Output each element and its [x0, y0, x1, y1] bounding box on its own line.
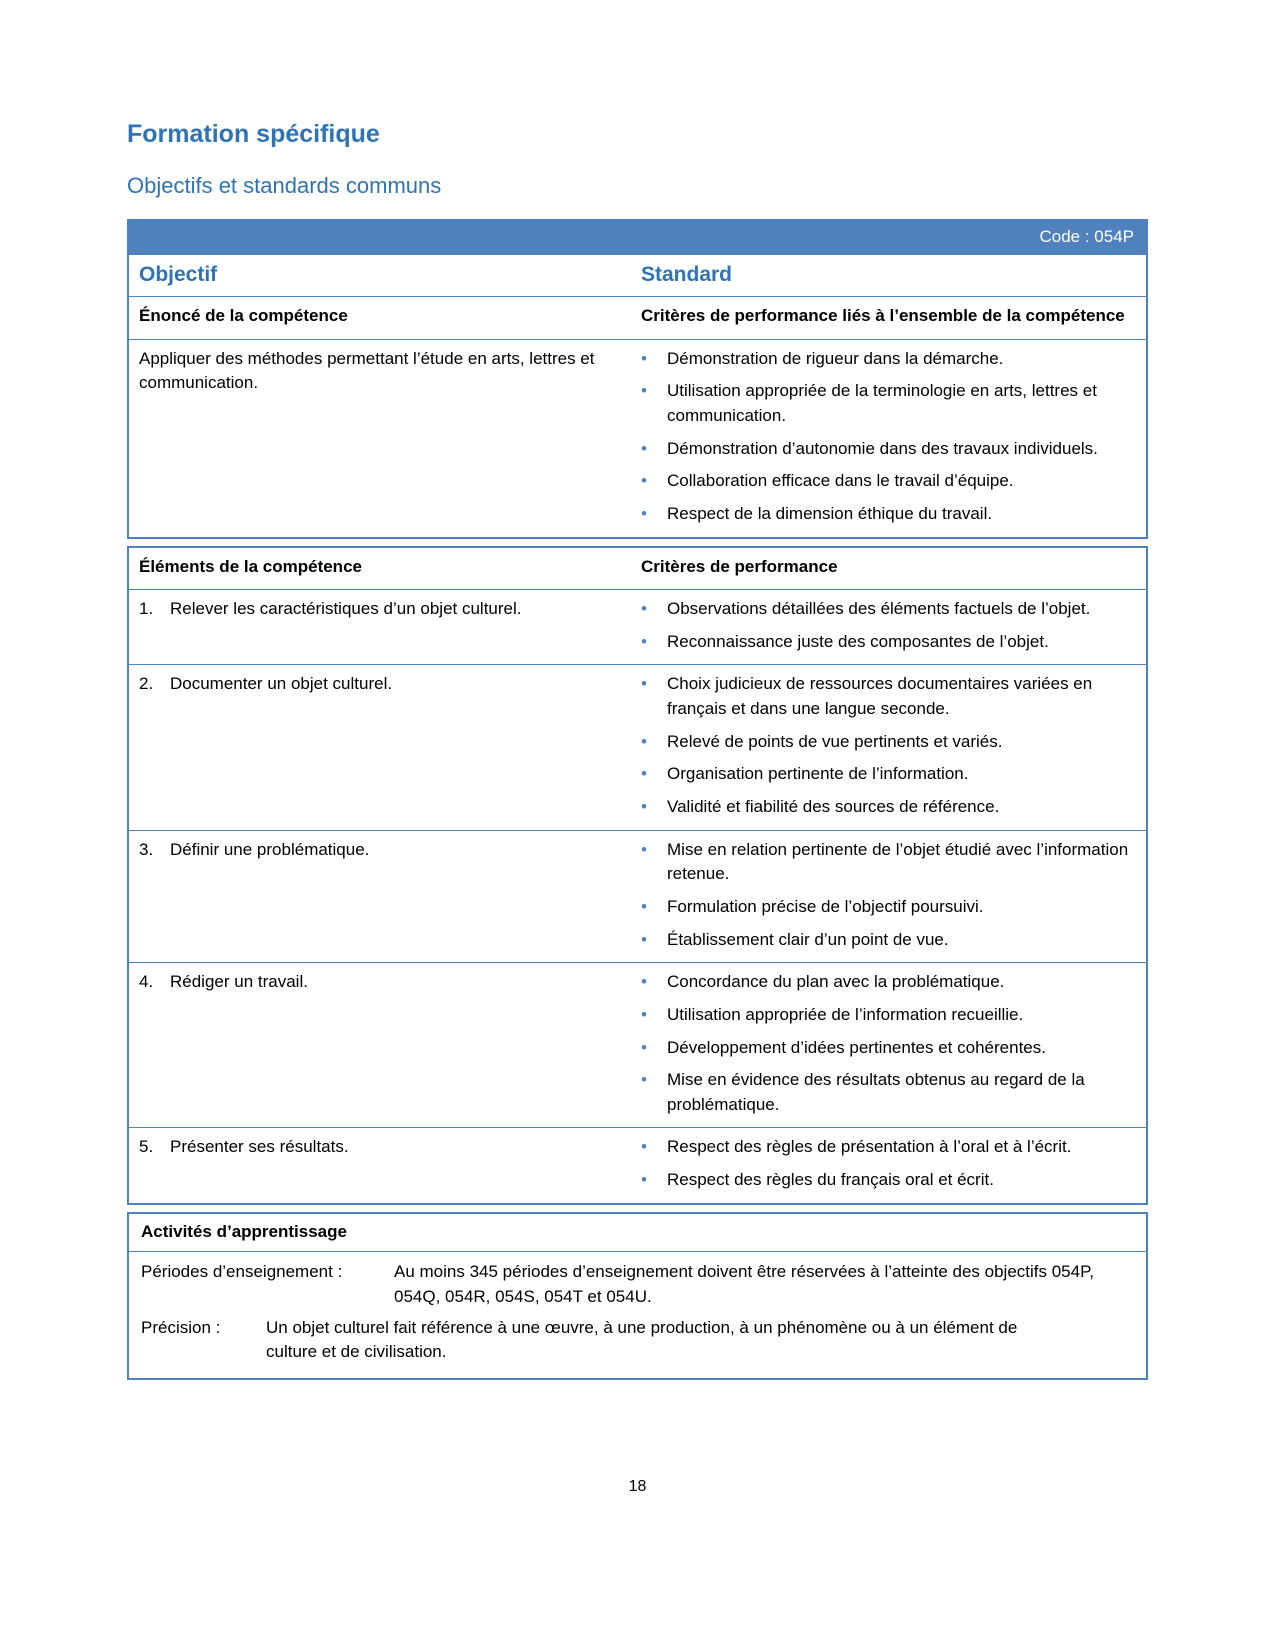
criteres-ensemble-header: Critères de performance liés à l’ensemble de la compétence	[641, 306, 1125, 326]
column-header-objectif-cell	[129, 255, 633, 296]
bullet-icon: •	[641, 839, 647, 859]
bullet-icon: •	[641, 929, 647, 949]
bullet-item	[641, 1068, 1134, 1117]
element-cell	[129, 963, 633, 1005]
precision-label: Précision :	[141, 1317, 221, 1337]
element-criteria-cell	[633, 831, 1146, 963]
criteria-bullet-list	[641, 838, 1134, 953]
bullet-item	[641, 469, 1134, 494]
enonce-criteria-cell	[633, 340, 1146, 537]
bullet-icon: •	[641, 438, 647, 458]
page-subtitle: Objectifs et standards communs	[127, 173, 442, 198]
enonce-content-row	[129, 339, 1146, 537]
bullet-icon: •	[641, 381, 647, 401]
bullet-text: Mise en évidence des résultats obtenus au regard de la problématique.	[667, 1070, 1085, 1114]
bullet-icon: •	[641, 731, 647, 751]
element-text: Documenter un objet culturel.	[170, 674, 393, 694]
bullet-text: Relevé de points de vue pertinents et variés.	[667, 731, 1003, 751]
bullet-text: Respect des règles du français oral et écrit.	[667, 1170, 994, 1190]
criteria-bullet-list	[641, 597, 1134, 654]
bullet-text: Mise en relation pertinente de l’objet étudié avec l’information retenue.	[667, 839, 1129, 884]
bullet-text: Reconnaissance juste des composantes de l’objet.	[667, 631, 1049, 651]
page-number: 18	[628, 1478, 647, 1495]
bullet-item	[641, 1003, 1134, 1028]
element-cell	[129, 1128, 633, 1170]
bullet-item	[641, 895, 1134, 920]
elements-header: Éléments de la compétence	[139, 556, 362, 576]
bullet-icon: •	[641, 972, 647, 992]
activites-table	[127, 1212, 1148, 1380]
bullet-item	[641, 795, 1134, 820]
bullet-item	[641, 630, 1134, 655]
element-row	[129, 962, 1146, 1127]
bullet-icon: •	[641, 1037, 647, 1057]
bullet-item	[641, 762, 1134, 787]
bullet-item	[641, 597, 1134, 622]
bullet-icon: •	[641, 1004, 647, 1024]
criteria-bullet-list	[641, 672, 1134, 819]
criteres-performance-header: Critères de performance	[641, 556, 838, 576]
element-number: 5.	[139, 1137, 154, 1157]
element-text: Rédiger un travail.	[170, 972, 308, 992]
bullet-icon: •	[641, 896, 647, 916]
bullet-icon: •	[641, 631, 647, 651]
objectif-standard-table	[127, 219, 1148, 539]
element-criteria-cell	[633, 963, 1146, 1127]
precision-text: Un objet culturel fait référence à une œuvre, à une production, à un phénomène ou à un élément de culture et de civilisation.	[266, 1317, 1018, 1362]
code-bar	[129, 221, 1146, 255]
element-cell	[129, 590, 633, 632]
page-title: Formation spécifique	[127, 120, 380, 148]
element-number: 1.	[139, 599, 154, 619]
bullet-item	[641, 730, 1134, 755]
bullet-icon: •	[641, 764, 647, 784]
bullet-item	[641, 1135, 1134, 1160]
enonce-header: Énoncé de la compétence	[139, 306, 348, 326]
bullet-text: Établissement clair d’un point de vue.	[667, 929, 949, 949]
bullet-text: Utilisation appropriée de la terminologie en arts, lettres et communication.	[667, 381, 1097, 425]
bullet-icon: •	[641, 674, 647, 694]
element-number: 4.	[139, 972, 154, 992]
bullet-item	[641, 347, 1134, 372]
bullet-text: Collaboration efficace dans le travail d’équipe.	[667, 471, 1014, 491]
element-row	[129, 1127, 1146, 1202]
element-cell	[129, 665, 633, 707]
element-criteria-cell	[633, 590, 1146, 664]
element-number: 3.	[139, 839, 154, 859]
column-header-standard-cell	[633, 255, 1146, 296]
elements-rows	[129, 589, 1146, 1203]
bullet-icon: •	[641, 1170, 647, 1190]
element-criteria-cell	[633, 665, 1146, 829]
element-row	[129, 589, 1146, 664]
bullet-text: Validité et fiabilité des sources de référence.	[667, 797, 1000, 817]
element-numbered-text	[139, 970, 619, 995]
element-row	[129, 664, 1146, 829]
bullet-text: Démonstration de rigueur dans la démarche.	[667, 348, 1004, 368]
activites-body	[129, 1251, 1146, 1378]
elements-header-row	[129, 548, 1146, 590]
column-header-standard: Standard	[641, 262, 733, 286]
bullet-icon: •	[641, 599, 647, 619]
element-row	[129, 830, 1146, 963]
bullet-text: Formulation précise de l’objectif poursuivi.	[667, 896, 984, 916]
activites-row-precision	[129, 1313, 1146, 1368]
element-text: Relever les caractéristiques d’un objet culturel.	[170, 599, 522, 619]
bullet-item	[641, 928, 1134, 953]
bullet-text: Démonstration d’autonomie dans des travaux individuels.	[667, 438, 1098, 458]
bullet-item	[641, 838, 1134, 887]
element-numbered-text	[139, 597, 619, 622]
element-text: Présenter ses résultats.	[170, 1137, 349, 1157]
bullet-item	[641, 970, 1134, 995]
document-content	[127, 120, 1148, 1387]
activites-header: Activités d’apprentissage	[141, 1221, 347, 1241]
element-criteria-cell	[633, 1128, 1146, 1202]
code-label: Code : 054P	[1039, 227, 1134, 246]
element-numbered-text	[139, 838, 619, 863]
bullet-item	[641, 379, 1134, 428]
periodes-text: Au moins 345 périodes d’enseignement doivent être réservées à l’atteinte des objectifs 054P, 054Q, 054R, 054S, 054T et 054U.	[394, 1262, 1094, 1307]
bullet-icon: •	[641, 797, 647, 817]
bullet-text: Choix judicieux de ressources documentaires variées en français et dans une langue seconde.	[667, 674, 1093, 719]
column-header-row	[129, 255, 1146, 296]
enonce-text: Appliquer des méthodes permettant l’étude en arts, lettres et communication.	[139, 348, 595, 393]
element-cell	[129, 831, 633, 873]
bullet-icon: •	[641, 1070, 647, 1090]
bullet-item	[641, 437, 1134, 462]
bullet-text: Concordance du plan avec la problématique.	[667, 972, 1005, 992]
bullet-text: Respect des règles de présentation à l’oral et à l’écrit.	[667, 1137, 1072, 1157]
element-text: Définir une problématique.	[170, 839, 370, 859]
criteria-bullet-list	[641, 1135, 1134, 1192]
bullet-text: Développement d’idées pertinentes et cohérentes.	[667, 1037, 1046, 1057]
bullet-text: Observations détaillées des éléments factuels de l’objet.	[667, 599, 1091, 619]
periodes-label: Périodes d’enseignement :	[141, 1262, 343, 1282]
bullet-text: Respect de la dimension éthique du travail.	[667, 503, 993, 523]
elements-competence-table	[127, 546, 1148, 1205]
enonce-header-row	[129, 296, 1146, 339]
bullet-text: Utilisation appropriée de l’information recueillie.	[667, 1004, 1024, 1024]
bullet-icon: •	[641, 348, 647, 368]
criteria-bullet-list	[641, 970, 1134, 1117]
bullet-item	[641, 1168, 1134, 1193]
activites-row-periodes	[129, 1257, 1146, 1312]
column-header-objectif: Objectif	[139, 262, 218, 286]
bullet-icon: •	[641, 1137, 647, 1157]
bullet-icon: •	[641, 471, 647, 491]
bullet-item	[641, 502, 1134, 527]
element-number: 2.	[139, 674, 154, 694]
bullet-icon: •	[641, 503, 647, 523]
bullet-text: Organisation pertinente de l’information.	[667, 764, 969, 784]
element-numbered-text	[139, 672, 619, 697]
criteria-bullet-list	[641, 347, 1134, 527]
bullet-item	[641, 672, 1134, 721]
bullet-item	[641, 1036, 1134, 1061]
element-numbered-text	[139, 1135, 619, 1160]
